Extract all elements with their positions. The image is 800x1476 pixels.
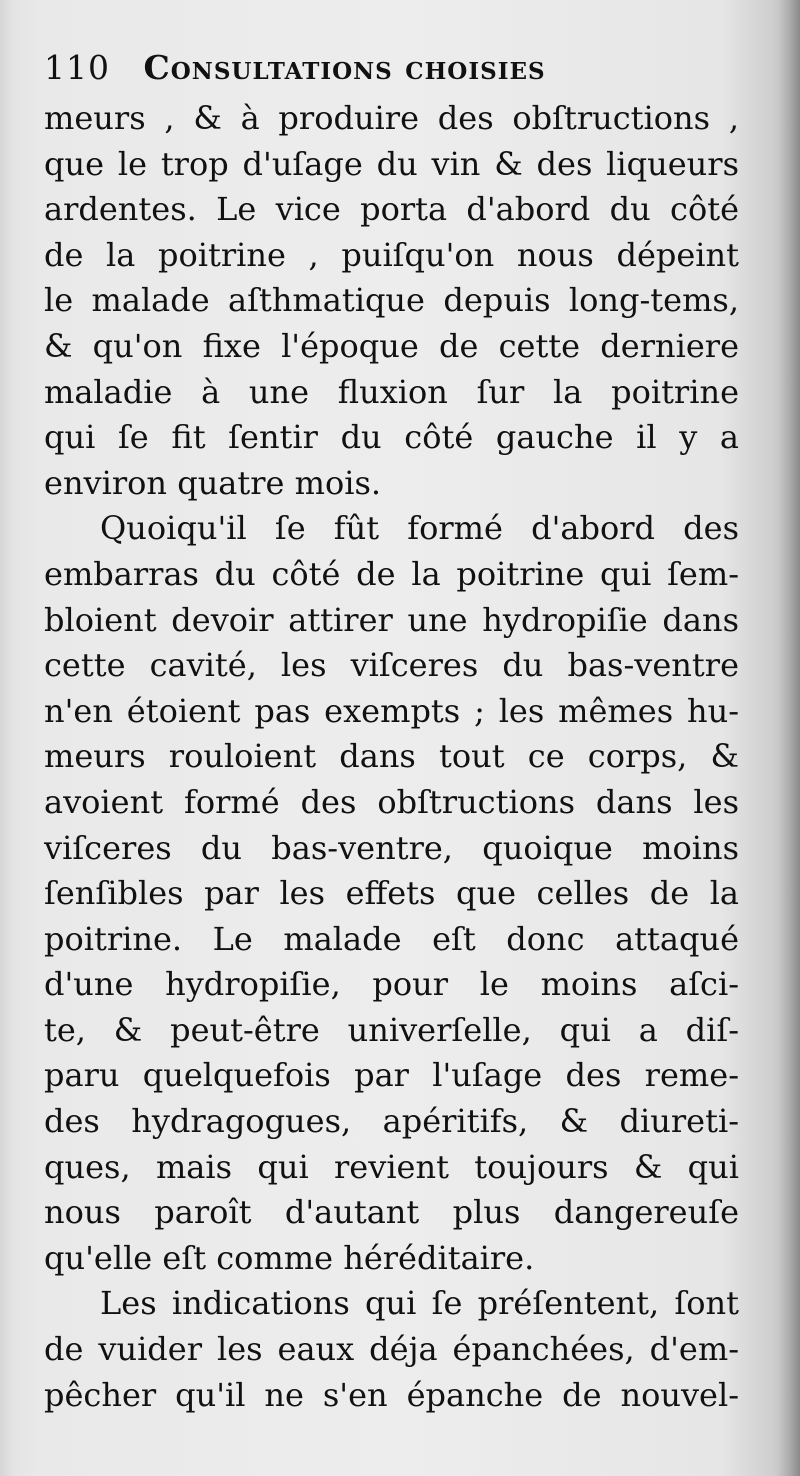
- text-line: embarras du côté de la poitrine qui ſem-: [44, 554, 739, 593]
- text-line: de la poitrine , puiſqu'on nous dépeint: [44, 235, 739, 274]
- paragraph-first-line: Quoiqu'il ſe fût formé d'abord des: [100, 509, 739, 548]
- page-number: 110: [44, 48, 110, 87]
- text-line: le malade aſthmatique depuis long-tems,: [44, 281, 739, 320]
- text-line: cette cavité, les viſceres du bas-ventre: [44, 646, 739, 685]
- text-line: d'une hydropiſie, pour le moins aſci-: [44, 965, 739, 1004]
- text-line: maladie à une fluxion ſur la poitrine: [44, 372, 739, 411]
- text-block: [44, 40, 739, 1418]
- page-edge-shadow: [778, 0, 800, 1476]
- text-line: viſceres du bas-ventre, quoique moins: [44, 828, 739, 867]
- text-line: de vuider les eaux déja épanchées, d'em-: [44, 1330, 739, 1369]
- text-line: bloient devoir attirer une hydropiſie dans: [44, 600, 739, 639]
- paragraph-first-line: Les indications qui ſe préſentent, ſont: [100, 1284, 739, 1323]
- text-line: meurs rouloient dans tout ce corps, &: [44, 737, 739, 776]
- text-line: ardentes. Le vice porta d'abord du côté: [44, 190, 739, 229]
- text-line: ques, mais qui revient toujours & qui: [44, 1147, 739, 1186]
- page-header: [44, 40, 739, 96]
- text-line: pêcher qu'il ne s'en épanche de nouvel-: [44, 1375, 739, 1414]
- text-line: paru quelquefois par l'uſage des reme-: [44, 1056, 739, 1095]
- text-line: nous paroît d'autant plus dangereuſe: [44, 1193, 739, 1232]
- text-line: te, & peut-être univerſelle, qui a diſ-: [44, 1010, 739, 1049]
- text-line: des hydragogues, apéritifs, & diureti-: [44, 1102, 739, 1141]
- text-line: meurs , & à produire des obſtructions ,: [44, 99, 739, 137]
- text-line: qui ſe fit ſentir du côté gauche il y a: [44, 418, 739, 457]
- text-line: qu'elle eſt comme héréditaire.: [44, 1238, 535, 1277]
- text-line: poitrine. Le malade eſt donc attaqué: [44, 919, 739, 958]
- text-line: que le trop d'uſage du vin & des liqueurs: [44, 144, 739, 183]
- text-line: n'en étoient pas exempts ; les mêmes hu-: [44, 691, 739, 730]
- text-line: avoient formé des obſtructions dans les: [44, 782, 739, 821]
- running-title: Consultations choisies: [143, 48, 546, 87]
- text-line: & qu'on fixe l'époque de cette derniere: [44, 326, 739, 365]
- text-line: ſenſibles par les effets que celles de la: [44, 874, 739, 913]
- text-line: environ quatre mois.: [44, 463, 382, 502]
